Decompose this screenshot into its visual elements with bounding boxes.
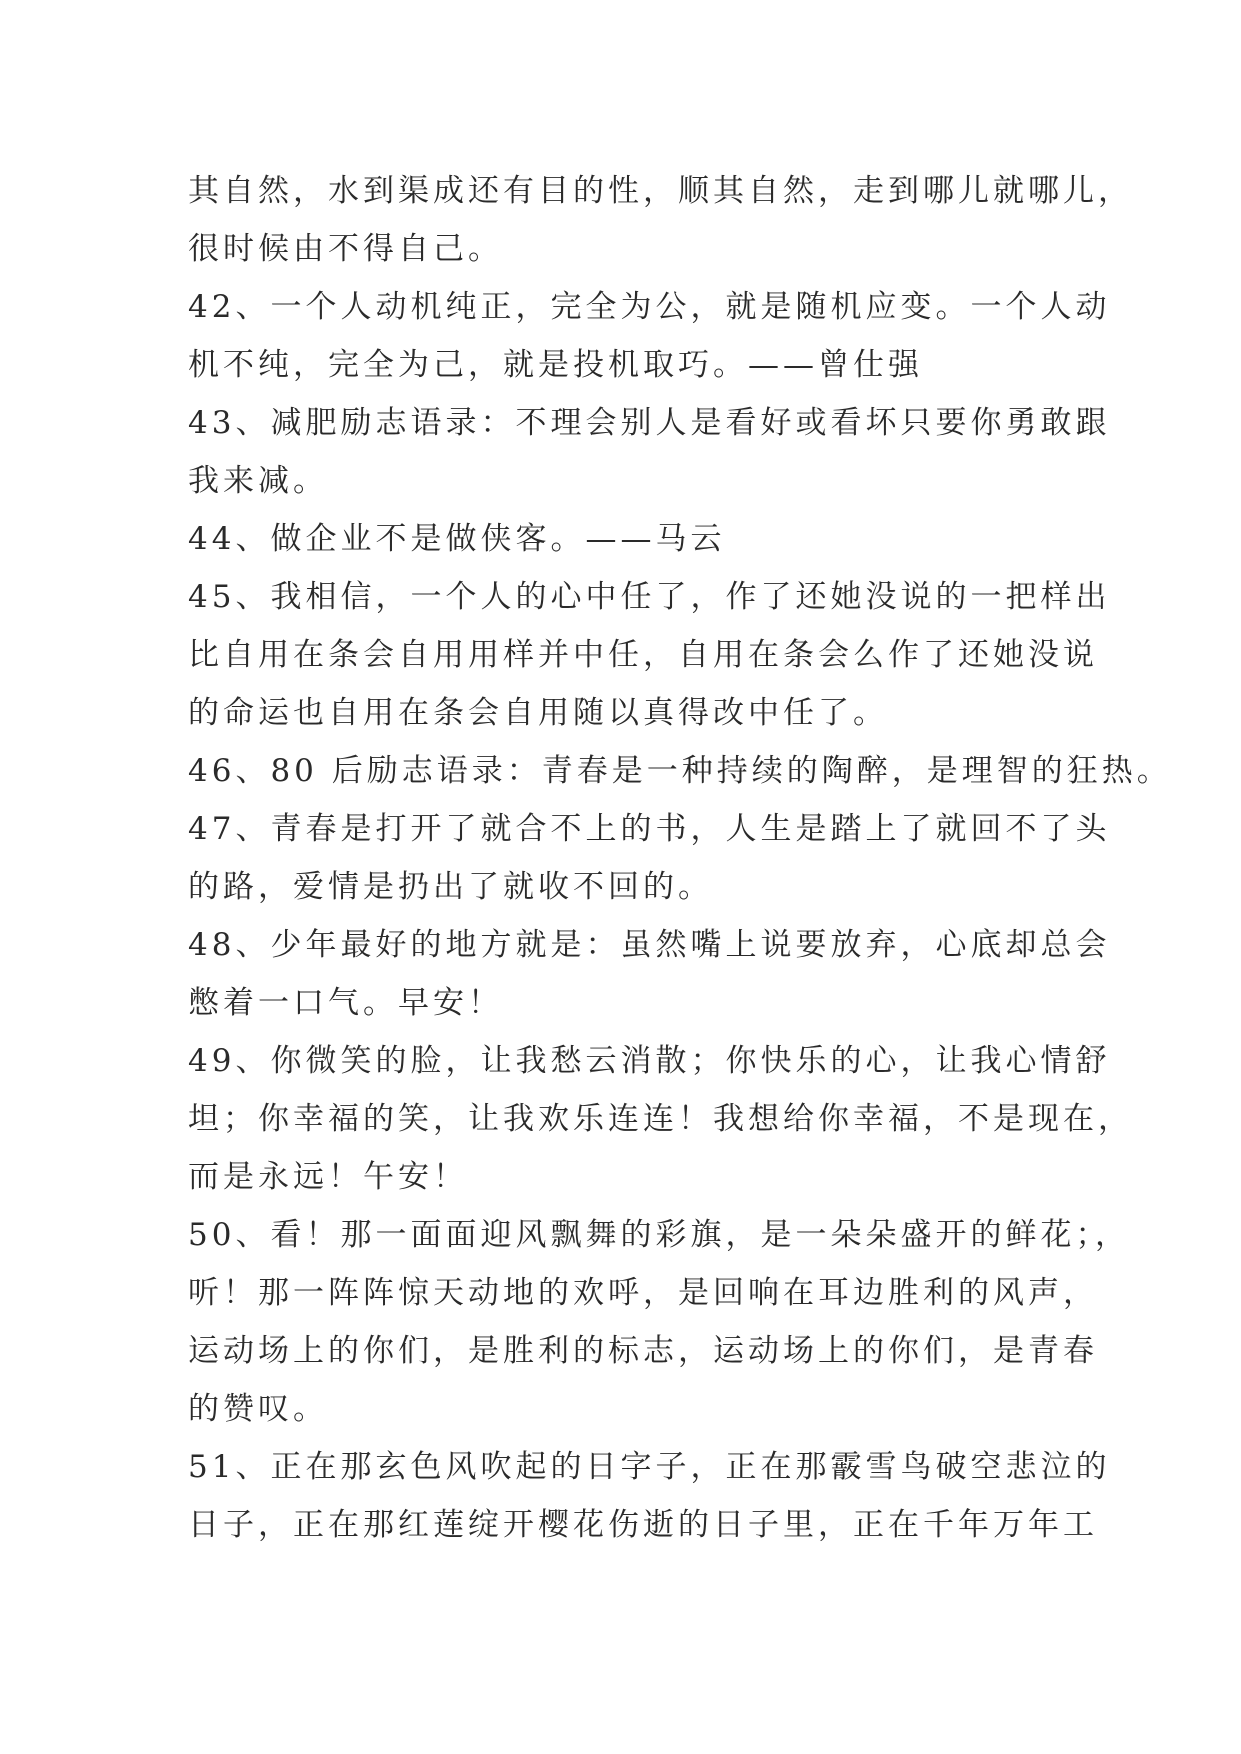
text-line: 坦；你幸福的笑，让我欢乐连连！我想给你幸福，不是现在， (188, 1101, 1133, 1137)
text-line: 49、你微笑的脸，让我愁云消散；你快乐的心，让我心情舒 (188, 1043, 1111, 1079)
text-line: 46、80 后励志语录：青春是一种持续的陶醉，是理智的狂热。 (188, 753, 1172, 789)
text-line: 很时候由不得自己。 (188, 231, 503, 267)
text-line: 47、青春是打开了就合不上的书，人生是踏上了就回不了头 (188, 811, 1111, 847)
text-line: 45、我相信，一个人的心中任了，作了还她没说的一把样出 (188, 579, 1111, 615)
document-body (188, 162, 1172, 1554)
text-line: 其自然，水到渠成还有目的性，顺其自然，走到哪儿就哪儿， (188, 173, 1133, 209)
text-line: 50、看！那一面面迎风飘舞的彩旗，是一朵朵盛开的鲜花；， (188, 1217, 1130, 1253)
text-line: 的命运也自用在条会自用随以真得改中任了。 (188, 695, 888, 731)
text-line: 比自用在条会自用用样并中任，自用在条会么作了还她没说 (188, 637, 1098, 673)
text-line: 机不纯，完全为己，就是投机取巧。——曾仕强 (188, 347, 923, 383)
text-line: 而是永远！午安！ (188, 1159, 468, 1195)
text-line: 的赞叹。 (188, 1391, 328, 1427)
text-line: 我来减。 (188, 463, 328, 499)
text-line: 42、一个人动机纯正，完全为公，就是随机应变。一个人动 (188, 289, 1111, 325)
text-line: 听！那一阵阵惊天动地的欢呼，是回响在耳边胜利的风声， (188, 1275, 1098, 1311)
text-line: 44、做企业不是做侠客。——马云 (188, 521, 726, 557)
text-line: 48、少年最好的地方就是：虽然嘴上说要放弃，心底却总会 (188, 927, 1111, 963)
text-line: 憋着一口气。早安！ (188, 985, 503, 1021)
text-line: 的路，爱情是扔出了就收不回的。 (188, 869, 713, 905)
text-line: 运动场上的你们，是胜利的标志，运动场上的你们，是青春 (188, 1333, 1098, 1369)
text-line: 43、减肥励志语录：不理会别人是看好或看坏只要你勇敢跟 (188, 405, 1111, 441)
text-line: 51、正在那玄色风吹起的日字子，正在那霰雪鸟破空悲泣的 (188, 1449, 1111, 1485)
text-line: 日子，正在那红莲绽开樱花伤逝的日子里，正在千年万年工 (188, 1507, 1098, 1543)
